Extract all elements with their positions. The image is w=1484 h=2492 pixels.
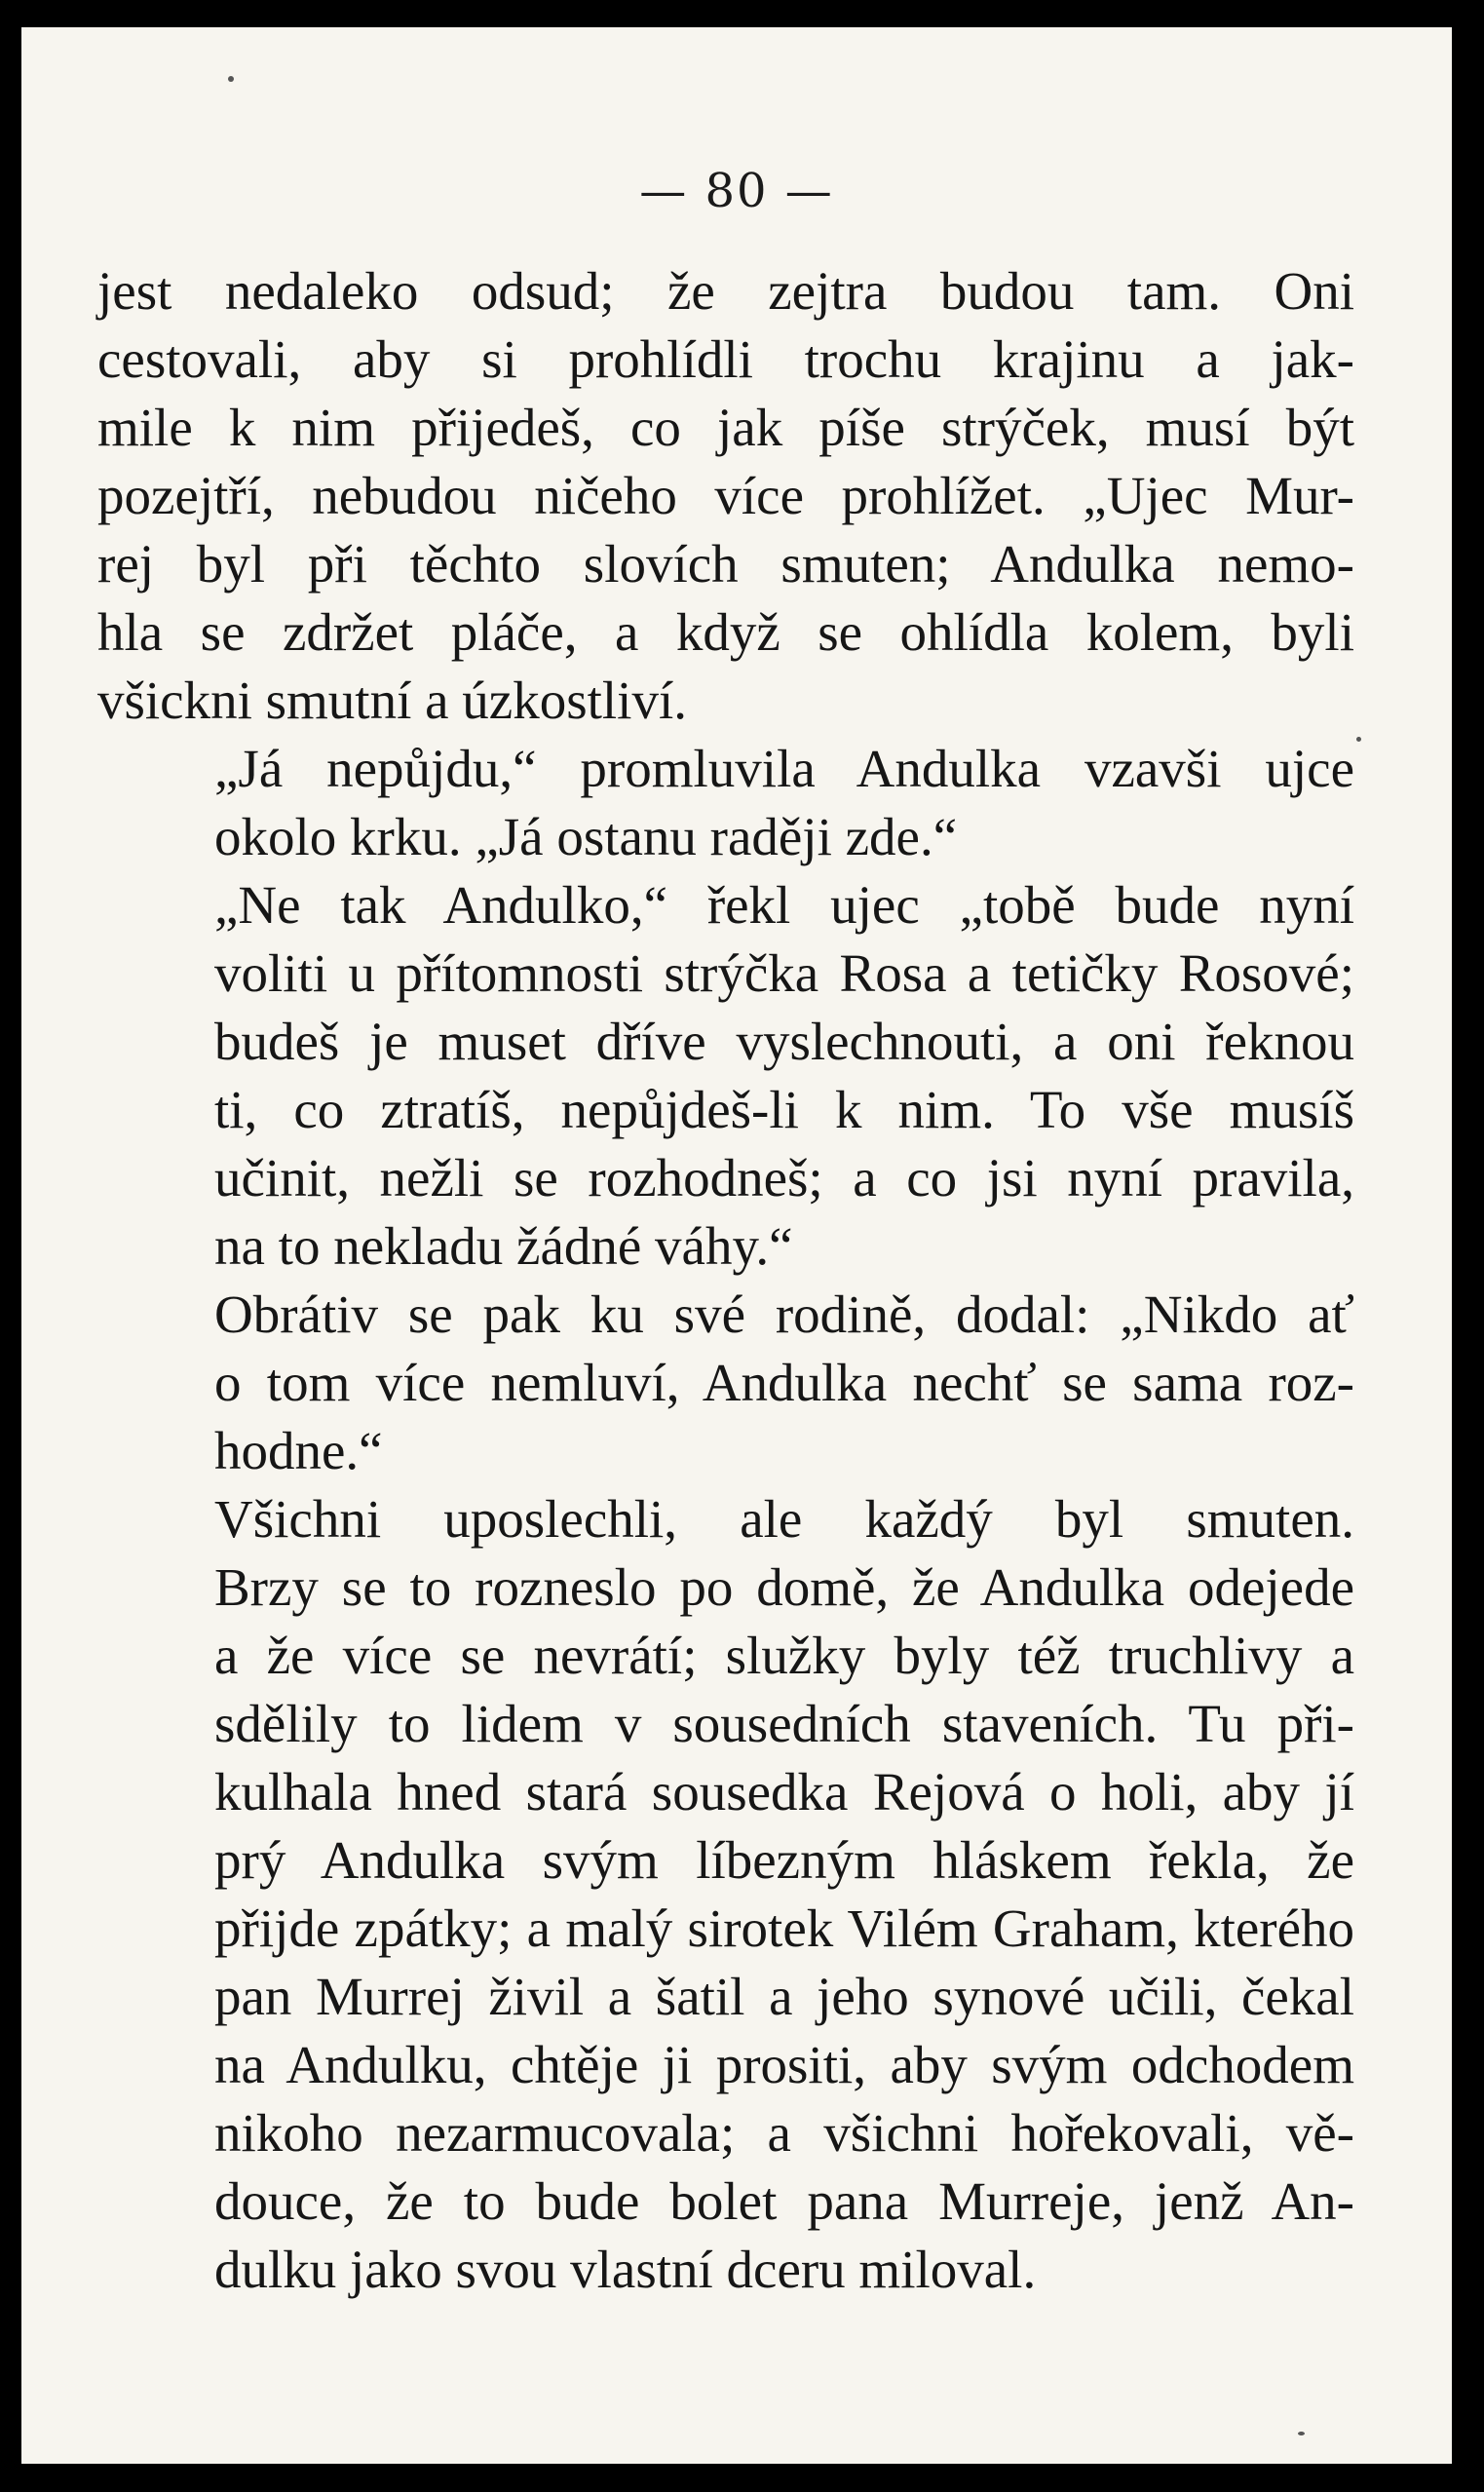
text-line: přijde zpátky; a malý sirotek Vilém Graham, kterého [214, 1898, 1354, 1958]
text-line: sdělily to lidem v sousedních staveních. Tu při- [214, 1694, 1354, 1753]
text-line: pozejtří, nebudou ničeho více prohlížet. „Ujec Mur- [97, 466, 1354, 525]
text-line: „Ne tak Andulko,“ řekl ujec „tobě bude nyní [214, 875, 1354, 935]
text-line: douce, že to bude bolet pana Murreje, jenž An- [214, 2171, 1354, 2231]
text-line: Všichni uposlechli, ale každý byl smuten. [214, 1489, 1354, 1549]
text-line: hla se zdržet pláče, a když se ohlídla kolem, byli [97, 602, 1354, 662]
text-line: a že více se nevrátí; služky byly též truchlivy a [214, 1626, 1354, 1685]
text-line: Brzy se to rozneslo po domě, že Andulka odejede [214, 1557, 1354, 1617]
text-line: Obrátiv se pak ku své rodině, dodal: „Nikdo ať [214, 1284, 1354, 1344]
text-line: cestovali, aby si prohlídli trochu krajinu a jak- [97, 329, 1354, 389]
text-line: dulku jako svou vlastní dceru miloval. [214, 2240, 1037, 2299]
text-line: jest nedaleko odsud; že zejtra budou tam. Oni [97, 261, 1354, 321]
text-line: kulhala hned stará sousedka Rejová o holi, aby jí [214, 1762, 1354, 1821]
text-line: na to nekladu žádné váhy.“ [214, 1216, 793, 1276]
text-line: rej byl při těchto slovích smuten; Andulka nemo- [97, 534, 1354, 594]
paragraph [97, 257, 1354, 735]
text-line: pan Murrej živil a šatil a jeho synové učili, čekal [214, 1967, 1354, 2026]
book-page [21, 27, 1452, 2464]
text-line: mile k nim přijedeš, co jak píše strýček, musí být [97, 398, 1354, 457]
text-line: „Já nepůjdu,“ promluvila Andulka vzavši ujce [214, 739, 1354, 798]
text-line: voliti u přítomnosti strýčka Rosa a tetičky Rosové; [214, 943, 1354, 1003]
text-line: všickni smutní a úzkostliví. [97, 671, 687, 730]
page-number: — 80 — [639, 164, 834, 218]
print-speck [1356, 737, 1361, 742]
text-line: učinit, nežli se rozhodneš; a co jsi nyní pravila, [214, 1148, 1354, 1208]
print-speck [1298, 2432, 1305, 2435]
paragraph [97, 1485, 1354, 2304]
text-line: nikoho nezarmucovala; a všichni hořekovali, vě- [214, 2103, 1354, 2163]
print-speck [228, 76, 234, 82]
text-line: prý Andulka svým líbezným hláskem řekla, že [214, 1830, 1354, 1890]
paragraph [97, 735, 1354, 871]
paragraph [97, 871, 1354, 1281]
text-line: ti, co ztratíš, nepůjdeš-li k nim. To vše musíš [214, 1080, 1354, 1139]
text-line: o tom více nemluví, Andulka nechť se sama roz- [214, 1353, 1354, 1412]
body-text [97, 257, 1354, 2304]
paragraph [97, 1281, 1354, 1485]
text-line: hodne.“ [214, 1421, 383, 1480]
text-line: na Andulku, chtěje ji prositi, aby svým odchodem [214, 2035, 1354, 2094]
text-line: budeš je muset dříve vyslechnouti, a oni řeknou [214, 1012, 1354, 1071]
text-line: okolo krku. „Já ostanu raději zde.“ [214, 807, 958, 866]
